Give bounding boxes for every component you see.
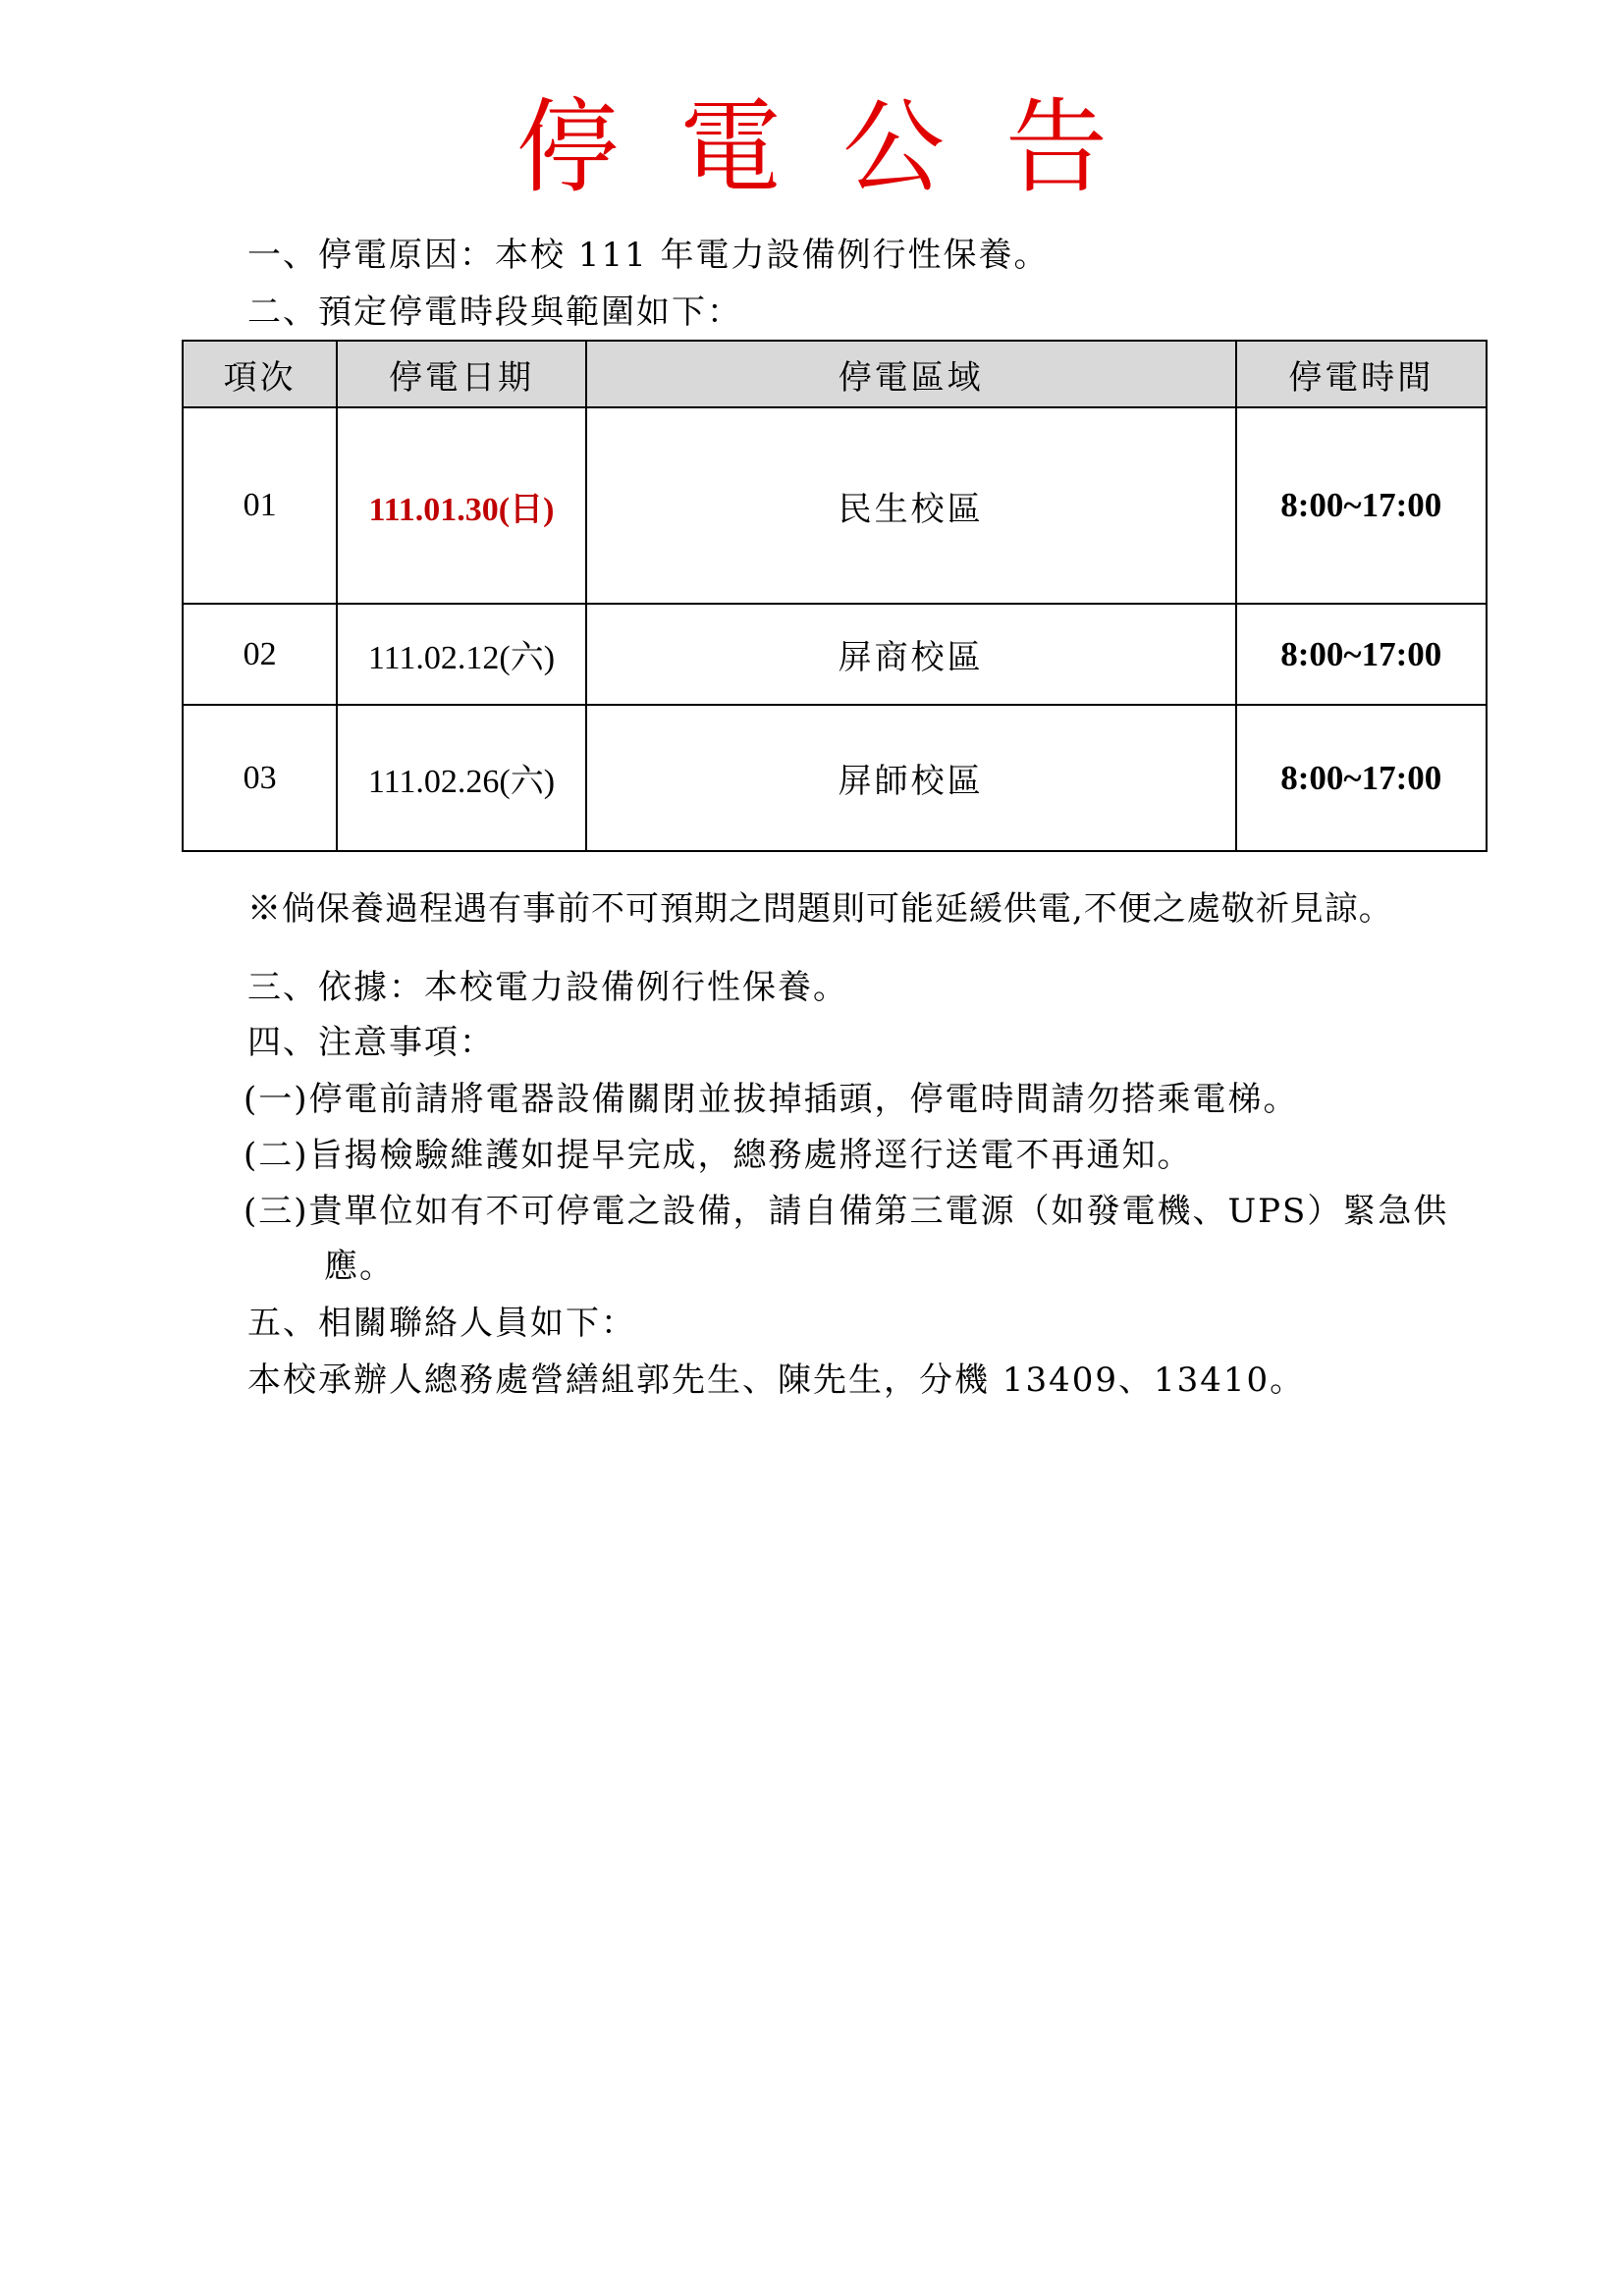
row-date: 111.01.30(日): [337, 407, 586, 604]
header-time: 停電時間: [1236, 341, 1487, 407]
notice-item-2: (二)旨揭檢驗維護如提早完成，總務處將逕行送電不再通知。: [244, 1136, 1193, 1175]
row-area: 民生校區: [586, 407, 1236, 604]
row-time: 8:00~17:00: [1236, 407, 1487, 604]
header-area: 停電區域: [586, 341, 1236, 407]
row-date: 111.02.26(六): [337, 705, 586, 851]
header-item-no: 項次: [183, 341, 337, 407]
section-schedule-heading: 二、預定停電時段與範圍如下：: [247, 293, 742, 332]
section-contacts-heading: 五、相關聯絡人員如下：: [247, 1304, 636, 1343]
row-time: 8:00~17:00: [1236, 604, 1487, 705]
delay-note: ※倘保養過程遇有事前不可預期之問題則可能延緩供電,不便之處敬祈見諒。: [247, 889, 1393, 929]
contact-info: 本校承辦人總務處營繕組郭先生、陳先生，分機 13409、13410。: [247, 1361, 1306, 1400]
table-row: [183, 604, 1487, 705]
section-notices-heading: 四、注意事項：: [247, 1023, 495, 1062]
table-header-row: [183, 341, 1487, 407]
notice-title: 停電公告: [515, 87, 1168, 207]
row-no: 01: [183, 407, 337, 604]
row-date: 111.02.12(六): [337, 604, 586, 705]
row-area: 屏師校區: [586, 705, 1236, 851]
row-time: 8:00~17:00: [1236, 705, 1487, 851]
outage-schedule-table: [182, 340, 1488, 852]
notice-item-3-continued: 應。: [324, 1247, 395, 1286]
row-area: 屏商校區: [586, 604, 1236, 705]
row-no: 03: [183, 705, 337, 851]
table-row: [183, 705, 1487, 851]
row-no: 02: [183, 604, 337, 705]
table-row: [183, 407, 1487, 604]
notice-item-1: (一)停電前請將電器設備關閉並拔掉插頭，停電時間請勿搭乘電梯。: [244, 1080, 1299, 1119]
section-basis: 三、依據：本校電力設備例行性保養。: [247, 968, 848, 1007]
header-date: 停電日期: [337, 341, 586, 407]
notice-item-3: (三)貴單位如有不可停電之設備，請自備第三電源（如發電機、UPS）緊急供: [244, 1192, 1449, 1231]
section-reason: 一、停電原因：本校 111 年電力設備例行性保養。: [247, 236, 1050, 275]
